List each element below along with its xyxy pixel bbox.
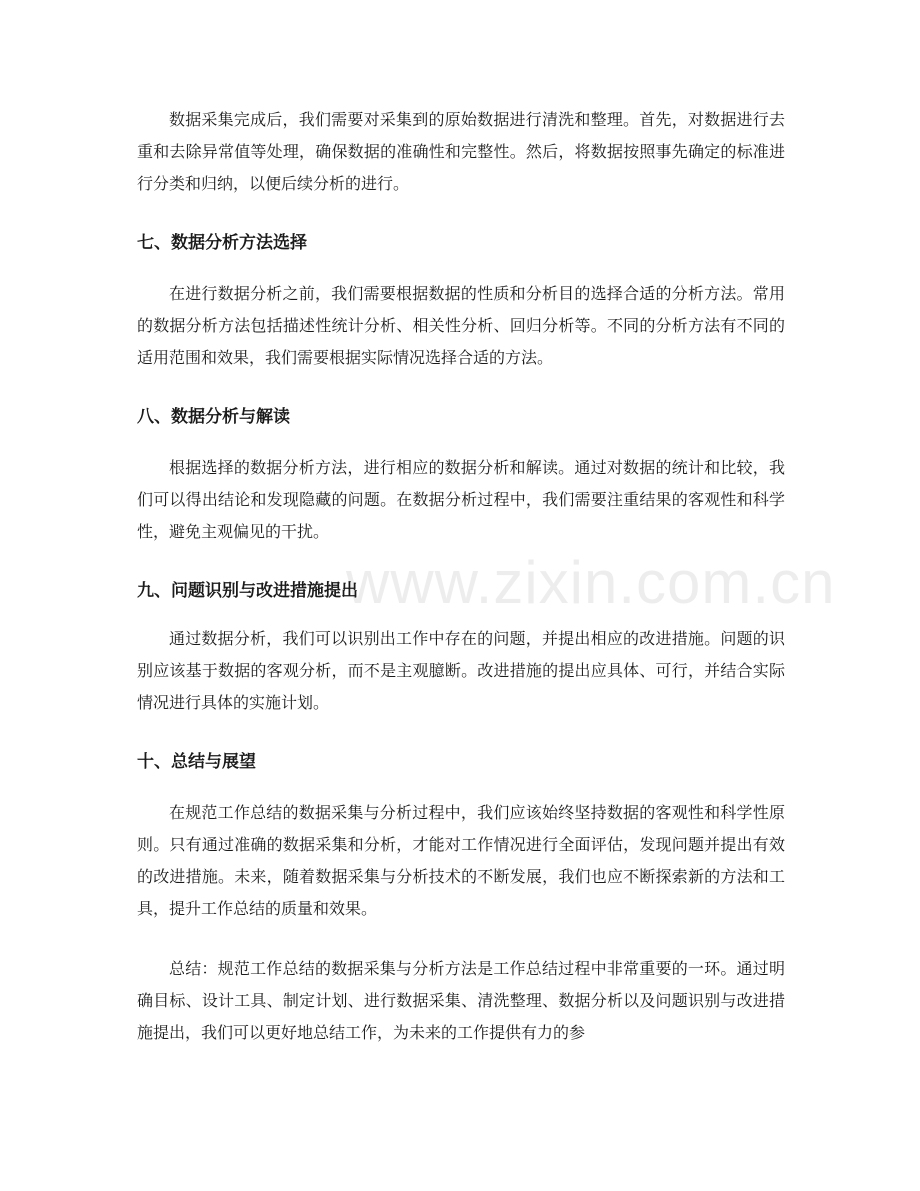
- paragraph-summary-outlook: 在规范工作总结的数据采集与分析过程中，我们应该始终坚持数据的客观性和科学性原则。只有通过准确的数据采集和分析，才能对工作情况进行全面评估，发现问题并提出有效的改进措施。未来，随着数据采集与分析技术的不断发展，我们也应不断探索新的方法和工具，提升工作总结的质量和效果。: [137, 803, 785, 918]
- heading-section-9: 九、问题识别与改进措施提出: [137, 581, 358, 601]
- paragraph-analysis-method: 在进行数据分析之前，我们需要根据数据的性质和分析目的选择合适的分析方法。常用的数据分析方法包括描述性统计分析、相关性分析、回归分析等。不同的分析方法有不同的适用范围和效果，我们需要根据实际情况选择合适的方法。: [137, 284, 785, 367]
- paragraph-analysis-interpretation: 根据选择的数据分析方法，进行相应的数据分析和解读。通过对数据的统计和比较，我们可以得出结论和发现隐藏的问题。在数据分析过程中，我们需要注重结果的客观性和科学性，避免主观偏见的干扰。: [137, 458, 785, 541]
- paragraph-conclusion: 总结：规范工作总结的数据采集与分析方法是工作总结过程中非常重要的一环。通过明确目标、设计工具、制定计划、进行数据采集、清洗整理、数据分析以及问题识别与改进措施提出，我们可以更好地总结工作，为未来的工作提供有力的参: [137, 959, 785, 1042]
- heading-section-7: 七、数据分析方法选择: [137, 233, 307, 253]
- paragraph-data-cleaning: 数据采集完成后，我们需要对采集到的原始数据进行清洗和整理。首先，对数据进行去重和去除异常值等处理，确保数据的准确性和完整性。然后，将数据按照事先确定的标准进行分类和归纳，以便后续分析的进行。: [137, 110, 785, 193]
- paragraph-problem-identification: 通过数据分析，我们可以识别出工作中存在的问题，并提出相应的改进措施。问题的识别应该基于数据的客观分析，而不是主观臆断。改进措施的提出应具体、可行，并结合实际情况进行具体的实施计划。: [137, 629, 785, 712]
- watermark: www.zixin.com.cn: [346, 549, 836, 616]
- heading-section-10: 十、总结与展望: [137, 752, 256, 772]
- heading-section-8: 八、数据分析与解读: [137, 407, 290, 427]
